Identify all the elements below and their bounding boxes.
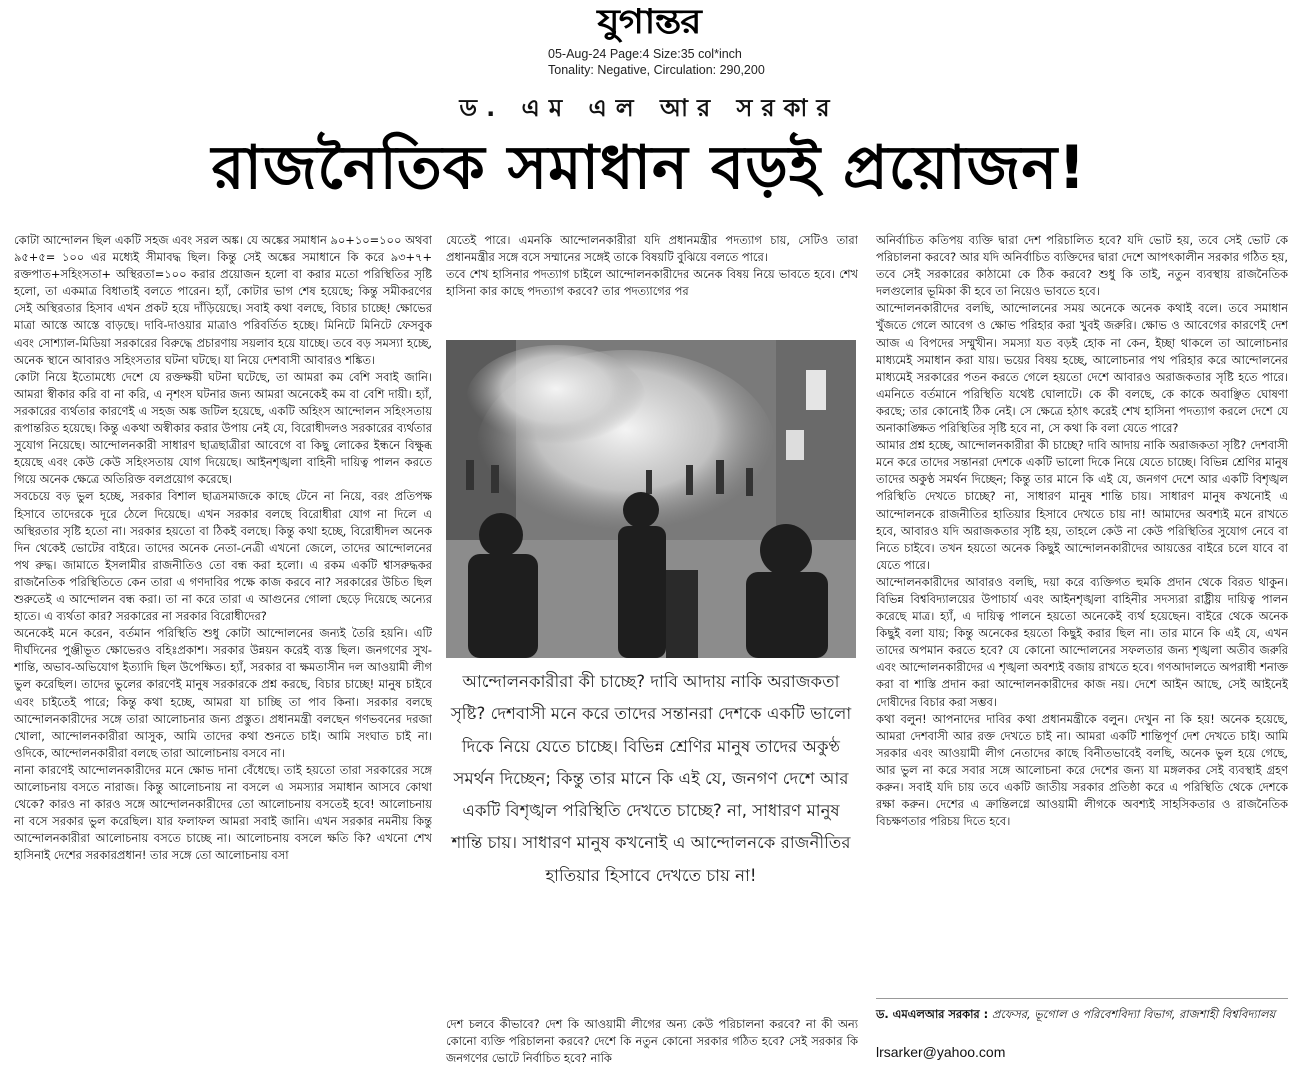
paragraph: নানা কারণেই আন্দোলনকারীদের মনে ক্ষোভ দানা বেঁধেছে। তাই হয়তো তারা সরকারের সঙ্গে আলোচনায় বসতে নারাজ। কিন্তু আলোচনায় না বসলে এ সমস্যার সমাধান আসবে কোথা থেকে? কারও না কারও সঙ্গে আন্দোলনকারীদের তো আলোচনায় বসতেই হবে! আলোচনায় না বসে সরকার ভুল করেছিল। যার ফলাফল আমরা সবাই জানি। এখন সরকার নমনীয় কিন্তু আন্দোলনকারীরা আলোচনায় বসতে চাচ্ছে না। আলোচনায় বসলে ক্ষতি কি? এখনো শেখ হাসিনাই দেশের সরকারপ্রধান! তার সঙ্গে তো আলোচনায় বসা <box>14 762 432 863</box>
meta-line-2: Tonality: Negative, Circulation: 290,200 <box>548 63 765 77</box>
paragraph: অনির্বাচিত কতিপয় ব্যক্তি দ্বারা দেশ পরিচালিত হবে? যদি ভোট হয়, তবে সেই ভোট কে পরিচালনা করবে? আর যদি অনির্বাচিত ব্যক্তিদের দ্বারা দেশে আপৎকালীন সরকার গঠিত হয়, তবে সেই সরকারের কাঠামো কে ঠিক করবে? শুধু কি তাই, নতুন ব্যবস্থায় রাজনৈতিক দলগুলোর ভূমিকা কী হবে তা নিয়েও ভাবতে হবে। <box>876 233 1288 299</box>
clipping-meta <box>548 46 765 78</box>
paragraph: সবচেয়ে বড় ভুল হচ্ছে, সরকার বিশাল ছাত্রসমাজকে কাছে টেনে না নিয়ে, বরং প্রতিপক্ষ হিসাবে তাদেরকে দূরে ঠেলে দিয়েছে। এখন সরকার বলছে বিরোধীরা যোগ না দিলে এ অস্থিরতার সৃষ্টি হতো না। সরকার হয়তো বা ঠিকই বলছে। কিন্তু কথা হচ্ছে, বিরোধীদল অনেক দিন থেকেই ভোটের বাইরে। তাদের অনেক নেতা-নেত্রী এখনো জেলে, তাদের আন্দোলনের পথ রুদ্ধ। জামাতে ইসলামীর রাজনীতিও তো বন্ধ করা হলো। এ রকম একটি শ্বাসরুদ্ধকর রাজনৈতিক পরিস্থিতিতে কেন তারা এ গণদাবির পক্ষে কাজ করবে না? সরকারের উচিত ছিল শুরুতেই এ আন্দোলন বন্ধ করা। তা না করে তারা এ আগুনের গোলা ছেড়ে দিয়েছে অন্যের হাতে। এ ব্যর্থতা কার? সরকারের না সরকার বিরোধীদের? <box>14 489 432 624</box>
column-2-top <box>446 232 858 332</box>
divider <box>876 998 1288 999</box>
byline: ড. এম এল আর সরকার <box>459 94 839 122</box>
column-3 <box>876 232 1288 992</box>
paragraph: আন্দোলনকারীদের আবারও বলছি, দয়া করে ব্যক্তিগত হুমকি প্রদান থেকে বিরত থাকুন। বিভিন্ন বিশ্ববিদ্যালয়ের উপাচার্য এবং আইনশৃঙ্খলা বাহিনীর সদস্যরা রাষ্ট্রীয় দায়িত্ব পালন করেছে মাত্র। হ্যাঁ, এ দায়িত্ব পালনে হয়তো অনেকেই ব্যর্থ হয়েছেন। বাইরে থেকে অনেক কিছুই বলা যায়; কিন্তু অনেকের হয়তো কিছুই করার ছিল না। তার মানে কি এই যে, এখন তাদের অপমান করতে হবে? যে কোনো আন্দোলনের সফলতার জন্য শৃঙ্খলা অতীব জরুরি এবং আন্দোলনকারীদের এ শৃঙ্খলা অবশ্যই বজায় রাখতে হবে। গণআদালতে অপরাধী শনাক্ত করা বা শাস্তি প্রদান করা আন্দোলনকারীদের কাজ নয়। দেশে আইন আছে, সেই আইনেই দোষীদের বিচার করা সম্ভব। <box>876 574 1288 709</box>
pull-quote: আন্দোলনকারীরা কী চাচ্ছে? দাবি আদায় নাকি অরাজকতা সৃষ্টি? দেশবাসী মনে করে তাদের সন্তানরা দেশকে একটি ভালো দিকে নিয়ে যেতে চাচ্ছে। বিভিন্ন শ্রেণির মানুষ তাদের অকুণ্ঠ সমর্থন দিচ্ছেন; কিন্তু তার মানে কি এই যে, জনগণ দেশে আর একটি বিশৃঙ্খল পরিস্থিতি দেখতে চাচ্ছে? না, সাধারণ মানুষ শান্তি চায়। সাধারণ মানুষ কখনোই এ আন্দোলনকে রাজনীতির হাতিয়ার হিসাবে দেখতে চায় না! <box>450 672 852 885</box>
paragraph: আন্দোলনকারীদের বলছি, আন্দোলনের সময় অনেকে অনেক কথাই বলে। তবে সমাধান খুঁজতে গেলে আবেগ ও ক্ষোভ পরিহার করা খুবই জরুরি। ক্ষোভ ও আবেগের কারণেই দেশ আজ এ বিপদের সম্মুখীন। সমস্যা যত বড়ই হোক না কেন, ইচ্ছা থাকলে তা আলোচনার মাধ্যমেই সমাধান করা যায়। ভয়ের বিষয় হচ্ছে, আলোচনার পথ পরিহার করে আন্দোলনের মাধ্যমেই সরকারের পতন করতে গেলে হয়তো দেশে আবারও অরাজকতার সৃষ্টি হতে পারে। এমনিতে বর্তমানে পরিস্থিতি যথেষ্ট ঘোলাটে। কে কী বলছে, কে কাকে অবাঞ্ছিত ঘোষণা করছে; তার কোনোই ঠিক নেই। সে ক্ষেত্রে হঠাৎ করেই শেখ হাসিনা পদত্যাগ করলে দেশে যে অনাকাঙ্ক্ষিত পরিস্থিতির সৃষ্টি হবে না, সে কথা কি বলা যেতে পারে? <box>876 301 1288 436</box>
masthead <box>0 2 1298 42</box>
paragraph: তবে শেখ হাসিনার পদত্যাগ চাইলে আন্দোলনকারীদের অনেক বিষয় নিয়ে ভাবতে হবে। শেখ হাসিনা কার কাছে পদত্যাগ করবে? তার পদত্যাগের পর <box>446 267 858 299</box>
newspaper-logo: যুগান্তর <box>597 2 701 42</box>
headline: রাজনৈতিক সমাধান বড়ই প্রয়োজন! <box>211 133 1087 203</box>
column-1 <box>14 232 432 1067</box>
meta-line-1: 05-Aug-24 Page:4 Size:35 col*inch <box>548 47 742 61</box>
protest-photo <box>446 340 856 658</box>
paragraph: দেশ চলবে কীভাবে? দেশ কি আওয়ামী লীগের অন্য কেউ পরিচালনা করবে? না কী অন্য কোনো ব্যক্তি পরিচালনা করবে? দেশে কি নতুন কোনো সরকার গঠিত হবে? সেই সরকার কি জনগণের ভোটে নির্বাচিত হবে? নাকি <box>446 1017 858 1066</box>
paragraph: যেতেই পারে। এমনকি আন্দোলনকারীরা যদি প্রধানমন্ত্রীর পদত্যাগ চায়, সেটিও তারা প্রধানমন্ত্রীর সঙ্গে বসে সম্মানের সঙ্গেই তাকে বিষয়টি বুঝিয়ে বলতে পারে। <box>446 233 858 265</box>
paragraph: কোটা নিয়ে ইতোমধ্যে দেশে যে রক্তক্ষয়ী ঘটনা ঘটেছে, তা আমরা কম বেশি সবাই জানি। আমরা স্বীকার করি বা না করি, এ নৃশংস ঘটনার জন্য আমরা অনেকেই কম বা বেশি দায়ী। হ্যাঁ, সরকারের ব্যর্থতার কারণেই এ সহজ অঙ্ক জটিল হয়েছে, একটি অহিংস আন্দোলন সহিংসতায় রূপান্তরিত হয়েছে। কিন্তু একথা অস্বীকার করার উপায় নেই যে, বিরোধীদলও সরকারের ব্যর্থতার সুযোগ নিয়েছে। আন্দোলনকারী সাধারণ ছাত্রছাত্রীরা আবেগে বা কিছু লোকের ইন্ধনে বিক্ষুব্ধ হয়েছে এবং কেউ কেউ সহিংসতায় যোগ দিয়েছে। আইনশৃঙ্খলা বাহিনী দায়িত্ব পালন করতে গিয়ে অনেক ক্ষেত্রে অতিরিক্ত বলপ্রয়োগ করেছে। <box>14 369 432 487</box>
paragraph: অনেকেই মনে করেন, বর্তমান পরিস্থিতি শুধু কোটা আন্দোলনের জন্যই তৈরি হয়নি। এটি দীর্ঘদিনের পুঞ্জীভূত ক্ষোভেরও বহিঃপ্রকাশ। সরকার উন্নয়ন করেই ব্যস্ত ছিল। জনগণের সুখ-শান্তি, অভাব-অভিযোগ ইত্যাদি ছিল উপেক্ষিত। হ্যাঁ, সরকার বা ক্ষমতাসীন দল আওয়ামী লীগ ভুল করেছিল। তাদের ভুলের কারণেই মানুষ সরকারকে প্রশ্ন করছে, বিচার চাচ্ছে! মানুষ চাইবে এবং চাইতেই পারে; কিন্তু কথা হচ্ছে, আমরা যা চাচ্ছি তা পাব কিনা। সরকার বলছে আন্দোলনকারীদের সঙ্গে তারা আলোচনার জন্য প্রস্তুত। প্রধানমন্ত্রী বলছেন গণভবনের দরজা খোলা, আন্দোলনকারীরা আসুক, আমি তাদের কথা শুনতে চাই। আমি সংঘাত চাই না। ওদিকে, আন্দোলনকারীরা বলছে তারা আলোচনায় বসবে না। <box>14 626 432 760</box>
author-credit <box>876 1006 1288 1023</box>
paragraph: আমার প্রশ্ন হচ্ছে, আন্দোলনকারীরা কী চাচ্ছে? দাবি আদায় নাকি অরাজকতা সৃষ্টি? দেশবাসী মনে করে তাদের সন্তানরা দেশকে একটি ভালো দিকে নিয়ে যেতে চাচ্ছে। বিভিন্ন শ্রেণির মানুষ তাদের অকুণ্ঠ সমর্থন দিচ্ছেন; কিন্তু তার মানে কি এই যে, জনগণ দেশে আর একটি বিশৃঙ্খল পরিস্থিতি দেখতে চাচ্ছে? না, সাধারণ মানুষ শান্তি চায়। সাধারণ মানুষ কখনোই এ আন্দোলনকে রাজনীতির হাতিয়ার হিসাবে দেখতে চায় না! আমাদের অবশ্যই মনে রাখতে হবে, আবারও যদি অরাজকতার সৃষ্টি হয়, তাহলে কেউ না কেউ পরিস্থিতির সুযোগ নেবে বা নিতে চাইবে। তখন হয়তো অনেক কিছুই আন্দোলনকারীদের আয়ত্তের বাইরে চলে যাবে বা যেতে পারে। <box>876 438 1288 572</box>
paragraph: কোটা আন্দোলন ছিল একটি সহজ এবং সরল অঙ্ক। যে অঙ্কের সমাধান ৯০+১০=১০০ অথবা ৯৫+৫= ১০০ এর মধ্যেই সীমাবদ্ধ ছিল। কিন্তু সেই অঙ্কের সমাধানে কি করে ৯৩+৭+ রক্তপাত+সহিংসতা+ অস্থিরতা=১০০ করার প্রয়োজন হলো বা করার মতো পরিস্থিতির সৃষ্টি হলো, তা একমাত্র বিধাতাই বলতে পারেন। হ্যাঁ, কোটার ভাগ শেষ হয়েছে; কিন্তু সমীকরণের সেই অস্থিরতার হিসাব এখন প্রকট হয়ে দাঁড়িয়েছে। সবাই কথা বলছে, বিচার চাচ্ছে! ক্ষোভের মাত্রা আস্তে আস্তে বাড়ছে। দাবি-দাওয়ার মাত্রাও পরিবর্তিত হচ্ছে। মিনিটে মিনিটে ফেসবুক এবং সোশ্যাল-মিডিয়া সরকারের বিরুদ্ধে প্রচারণায় সয়লাব হয়ে যাচ্ছে। তবে বড় সমস্যা হচ্ছে, অনেক স্থানে আবারও সহিংসতার ঘটনা ঘটছে। যা নিয়ে দেশবাসী আবারও শঙ্কিত। <box>14 233 432 367</box>
protest-photo-illustration <box>446 340 856 658</box>
author-name: ড. এমএলআর সরকার : <box>876 1007 989 1021</box>
paragraph: কথা বলুন! আপনাদের দাবির কথা প্রধানমন্ত্রীকে বলুন। দেখুন না কি হয়! অনেক হয়েছে, আমরা দেশবাসী আর রক্ত দেখতে চাই না। আমরা একটি শান্তিপূর্ণ দেশ দেখতে চাই। আমি সরকার এবং আওয়ামী লীগ নেতাদের কাছে বিনীতভাবেই বলছি, অনেক ভুল হয়ে গেছে, আর ভুল না করে সবার সঙ্গে আলোচনা করে দেশের জন্য যা মঙ্গলকর সেই ব্যবস্থাই গ্রহণ করুন। সবাই যদি চায় তবে একটি জাতীয় সরকার প্রতিষ্ঠা করে এ পরিস্থিতি থেকে দেশকে রক্ষা করুন। দেশের এ ক্রান্তিলগ্নে আওয়ামী লীগকে অবশ্যই সাহসিকতার ও রাজনৈতিক বিচক্ষণতার পরিচয় দিতে হবে। <box>876 711 1288 829</box>
author-email[interactable]: lrsarker@yahoo.com <box>876 1044 1006 1060</box>
author-affiliation: প্রফেসর, ভূগোল ও পরিবেশবিদ্যা বিভাগ, রাজশাহী বিশ্ববিদ্যালয় <box>991 1007 1276 1021</box>
column-2-bottom <box>446 1016 858 1070</box>
